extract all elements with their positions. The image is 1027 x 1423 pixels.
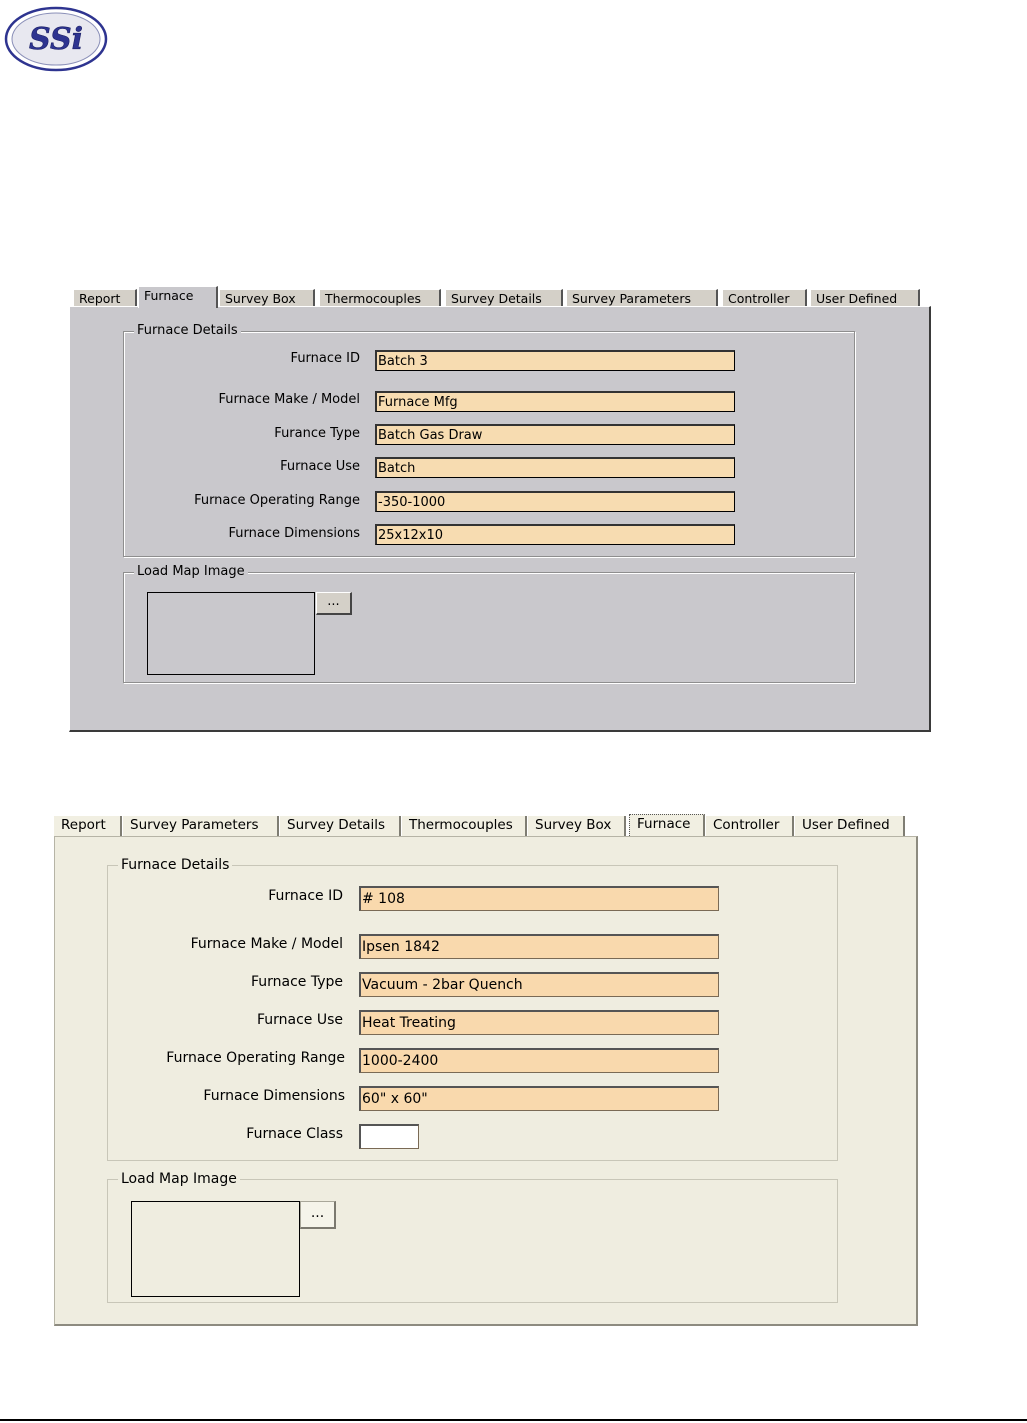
furnace-id-label: Furnace ID [290,351,360,366]
furnace-id-label: Furnace ID [268,888,343,904]
furnace-details-group [123,323,855,557]
tab-survey-details[interactable]: Survey Details [280,816,401,836]
furnace-dimensions-input[interactable] [359,1086,719,1111]
furnace-panel-2 [54,836,918,1326]
tab-survey-details[interactable]: Survey Details [445,289,563,306]
furnace-details-legend: Furnace Details [118,856,232,874]
furnace-class-input[interactable] [359,1124,419,1149]
tab-survey-parameters[interactable]: Survey Parameters [123,816,279,836]
furnace-type-input[interactable] [359,972,719,997]
tab-thermocouples[interactable]: Thermocouples [319,289,441,306]
tab-survey-box[interactable]: Survey Box [528,816,626,836]
tab-report[interactable]: Report [73,289,137,306]
load-map-group [123,564,855,683]
furnace-use-input[interactable] [375,457,735,478]
furnace-range-label: Furnace Operating Range [166,1050,345,1066]
furnace-make-label: Furnace Make / Model [218,392,360,407]
furnace-make-label: Furnace Make / Model [190,936,343,952]
load-map-group [107,1171,838,1303]
furnace-use-label: Furnace Use [256,1012,343,1028]
furnace-details-group [107,857,838,1161]
furnace-dimensions-label: Furnace Dimensions [228,526,360,541]
furnace-class-label: Furnace Class [246,1126,343,1142]
furnace-make-input[interactable] [375,391,735,412]
furnace-id-input[interactable] [359,886,719,911]
load-map-legend: Load Map Image [134,564,248,580]
furnace-type-input[interactable] [375,424,735,445]
load-map-legend: Load Map Image [118,1170,240,1188]
load-map-image[interactable] [131,1201,300,1297]
furnace-details-legend: Furnace Details [134,323,241,339]
footer-rule [0,1419,1027,1421]
tab-report[interactable]: Report [54,816,122,836]
tab-furnace[interactable]: Furnace [138,286,218,308]
furnace-id-input[interactable] [375,350,735,371]
tab-user-defined[interactable]: User Defined [810,289,920,306]
furnace-use-label: Furnace Use [280,459,360,474]
ssi-logo [4,6,108,72]
browse-button[interactable]: ... [316,592,352,615]
tab-survey-box[interactable]: Survey Box [219,289,315,306]
logo-text: SSi [28,22,84,57]
furnace-use-input[interactable] [359,1010,719,1035]
furnace-type-label: Furance Type [274,426,360,441]
browse-button[interactable]: ... [300,1201,336,1229]
furnace-dimensions-input[interactable] [375,524,735,545]
tab-user-defined[interactable]: User Defined [795,816,905,836]
tab-controller[interactable]: Controller [722,289,807,306]
tab-thermocouples[interactable]: Thermocouples [402,816,527,836]
load-map-image[interactable] [147,592,315,675]
furnace-make-input[interactable] [359,934,719,959]
tab-survey-parameters[interactable]: Survey Parameters [566,289,718,306]
furnace-panel-1 [69,306,931,732]
tab-strip-2 [54,815,918,837]
furnace-dimensions-label: Furnace Dimensions [203,1088,345,1104]
furnace-range-input[interactable] [375,491,735,512]
tab-controller[interactable]: Controller [706,816,794,836]
furnace-type-label: Furnace Type [250,974,343,990]
furnace-range-label: Furnace Operating Range [194,493,360,508]
tab-furnace[interactable]: Furnace [629,814,705,836]
furnace-range-input[interactable] [359,1048,719,1073]
